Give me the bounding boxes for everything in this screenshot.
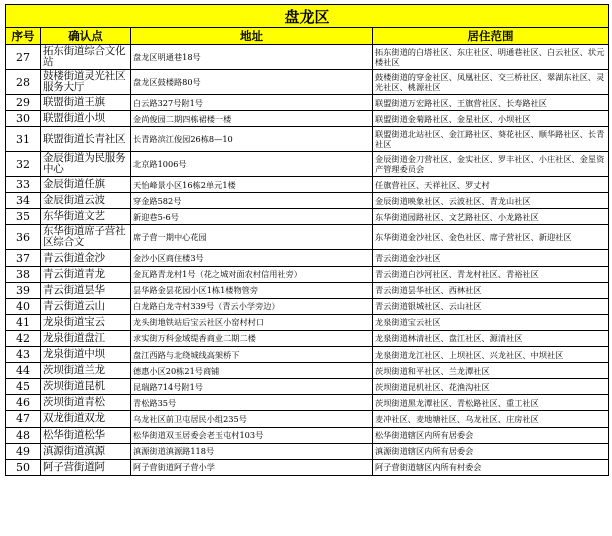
cell-address: 北京路1006号 bbox=[131, 152, 373, 177]
header-address: 地址 bbox=[131, 28, 373, 45]
cell-no: 38 bbox=[6, 266, 41, 282]
cell-address: 盘江西路与北绕城线高架桥下 bbox=[131, 347, 373, 363]
cell-no: 40 bbox=[6, 298, 41, 314]
cell-address: 天怡峰景小区16栋2单元1楼 bbox=[131, 177, 373, 193]
cell-no: 27 bbox=[6, 45, 41, 70]
cell-range: 联盟街道万宏路社区、王旗营社区、长寿路社区 bbox=[373, 95, 609, 111]
cell-address: 席子营一期中心花园 bbox=[131, 225, 373, 250]
cell-address: 金沙小区商住楼3号 bbox=[131, 250, 373, 266]
cell-range: 青云街道金沙社区 bbox=[373, 250, 609, 266]
cell-no: 37 bbox=[6, 250, 41, 266]
header-point: 确认点 bbox=[41, 28, 131, 45]
table-row bbox=[6, 266, 609, 282]
cell-range: 松华街道辖区内所有居委会 bbox=[373, 427, 609, 443]
cell-point: 龙泉街道中坝 bbox=[41, 347, 131, 363]
cell-point: 青云街道昙华 bbox=[41, 282, 131, 298]
cell-range: 拓东街道的白塔社区、东庄社区、明通巷社区、白云社区、状元楼社区 bbox=[373, 45, 609, 70]
cell-range: 滇源街道辖区内所有居委会 bbox=[373, 443, 609, 459]
table-row bbox=[6, 209, 609, 225]
cell-range: 龙泉街道龙江社区、上坝社区、兴龙社区、中坝社区 bbox=[373, 347, 609, 363]
table-row bbox=[6, 193, 609, 209]
table-row bbox=[6, 282, 609, 298]
cell-point: 联盟街道王旗 bbox=[41, 95, 131, 111]
cell-point: 松华街道松华 bbox=[41, 427, 131, 443]
cell-range: 茨坝街道黑龙潭社区、青松路社区、重工社区 bbox=[373, 395, 609, 411]
table-row bbox=[6, 363, 609, 379]
cell-address: 盘龙区鼓楼路80号 bbox=[131, 70, 373, 95]
table-row bbox=[6, 330, 609, 346]
cell-address: 昙华路金昙花园小区1栋1楼物管旁 bbox=[131, 282, 373, 298]
cell-point: 金辰街道为民服务中心 bbox=[41, 152, 131, 177]
cell-no: 33 bbox=[6, 177, 41, 193]
cell-address: 长青路滨江俊园26栋8—10 bbox=[131, 127, 373, 152]
cell-no: 46 bbox=[6, 395, 41, 411]
table-row bbox=[6, 95, 609, 111]
cell-address: 新迎巷5-6号 bbox=[131, 209, 373, 225]
cell-address: 青松路35号 bbox=[131, 395, 373, 411]
title-row bbox=[6, 5, 609, 28]
cell-no: 35 bbox=[6, 209, 41, 225]
cell-address: 乌龙社区前卫屯居民小组235号 bbox=[131, 411, 373, 427]
cell-point: 茨坝街道兰龙 bbox=[41, 363, 131, 379]
cell-no: 42 bbox=[6, 330, 41, 346]
cell-no: 49 bbox=[6, 443, 41, 459]
cell-range: 金辰街道映象社区、云波社区、青龙山社区 bbox=[373, 193, 609, 209]
cell-range: 茨坝街道和平社区、兰龙潭社区 bbox=[373, 363, 609, 379]
cell-point: 青云街道青龙 bbox=[41, 266, 131, 282]
table-row bbox=[6, 225, 609, 250]
cell-point: 金辰街道云波 bbox=[41, 193, 131, 209]
cell-point: 青云街道金沙 bbox=[41, 250, 131, 266]
cell-address: 白龙路白龙寺村339号（青云小学旁边） bbox=[131, 298, 373, 314]
cell-no: 30 bbox=[6, 111, 41, 127]
cell-point: 联盟街道小坝 bbox=[41, 111, 131, 127]
cell-point: 阿子营街道阿 bbox=[41, 459, 131, 475]
cell-range: 阿子营街道辖区内所有村委会 bbox=[373, 459, 609, 475]
table-row bbox=[6, 379, 609, 395]
cell-address: 白云路327号附1号 bbox=[131, 95, 373, 111]
cell-address: 滇源街道滇源路118号 bbox=[131, 443, 373, 459]
cell-point: 龙泉街道盘江 bbox=[41, 330, 131, 346]
cell-no: 43 bbox=[6, 347, 41, 363]
cell-range: 鼓楼街道的穿金社区、凤凰社区、交三桥社区、翠湖东社区、灵光社区、桃源社区 bbox=[373, 70, 609, 95]
sheet bbox=[5, 4, 608, 476]
cell-range: 青云街道昙华社区、西林社区 bbox=[373, 282, 609, 298]
cell-address: 盘龙区明通巷18号 bbox=[131, 45, 373, 70]
cell-point: 东华街道席子营社区综合文 bbox=[41, 225, 131, 250]
cell-address: 松华街道双玉居委会老玉屯村103号 bbox=[131, 427, 373, 443]
cell-range: 东华街道金沙社区、金色社区、席子营社区、新迎社区 bbox=[373, 225, 609, 250]
cell-range: 任旗营社区、天祥社区、罗丈村 bbox=[373, 177, 609, 193]
cell-no: 31 bbox=[6, 127, 41, 152]
header-no: 序号 bbox=[6, 28, 41, 45]
cell-address: 昆瑞路714号附1号 bbox=[131, 379, 373, 395]
table-row bbox=[6, 395, 609, 411]
cell-no: 39 bbox=[6, 282, 41, 298]
table-row bbox=[6, 314, 609, 330]
cell-no: 28 bbox=[6, 70, 41, 95]
cell-point: 滇源街道滇源 bbox=[41, 443, 131, 459]
cell-point: 茨坝街道昆机 bbox=[41, 379, 131, 395]
cell-range: 茨坝街道昆机社区、花渔沟社区 bbox=[373, 379, 609, 395]
cell-address: 金尚俊园二期四栋裙楼一楼 bbox=[131, 111, 373, 127]
cell-address: 求实街万科金域缇香商业二期二楼 bbox=[131, 330, 373, 346]
cell-point: 鼓楼街道灵光社区服务大厅 bbox=[41, 70, 131, 95]
cell-range: 金辰街道金刀营社区、金实社区、罗丰社区、小庄社区、金星资产管理委员会 bbox=[373, 152, 609, 177]
cell-address: 德惠小区20栋21号商铺 bbox=[131, 363, 373, 379]
cell-no: 41 bbox=[6, 314, 41, 330]
cell-point: 茨坝街道青松 bbox=[41, 395, 131, 411]
table-row bbox=[6, 347, 609, 363]
table-row bbox=[6, 298, 609, 314]
cell-point: 龙泉街道宝云 bbox=[41, 314, 131, 330]
cell-point: 联盟街道长青社区 bbox=[41, 127, 131, 152]
cell-point: 拓东街道综合文化站 bbox=[41, 45, 131, 70]
cell-range: 联盟街道金菊路社区、金星社区、小坝社区 bbox=[373, 111, 609, 127]
cell-range: 龙泉街道宝云社区 bbox=[373, 314, 609, 330]
cell-range: 青云街道银城社区、云山社区 bbox=[373, 298, 609, 314]
cell-no: 36 bbox=[6, 225, 41, 250]
cell-no: 44 bbox=[6, 363, 41, 379]
table-row bbox=[6, 177, 609, 193]
cell-no: 34 bbox=[6, 193, 41, 209]
table-row bbox=[6, 250, 609, 266]
table-row bbox=[6, 427, 609, 443]
cell-no: 50 bbox=[6, 459, 41, 475]
table-row bbox=[6, 111, 609, 127]
cell-range: 联盟街道北站社区、金江路社区、葵花社区、顺华路社区、长青社区 bbox=[373, 127, 609, 152]
cell-no: 32 bbox=[6, 152, 41, 177]
cell-no: 29 bbox=[6, 95, 41, 111]
cell-point: 金辰街道任旗 bbox=[41, 177, 131, 193]
table-row bbox=[6, 459, 609, 475]
table-row bbox=[6, 152, 609, 177]
cell-no: 47 bbox=[6, 411, 41, 427]
table-row bbox=[6, 45, 609, 70]
cell-range: 麦冲社区、麦地塘社区、乌龙社区、庄房社区 bbox=[373, 411, 609, 427]
cell-address: 阿子营街道阿子营小学 bbox=[131, 459, 373, 475]
confirmation-point-table bbox=[5, 4, 609, 476]
header-row bbox=[6, 28, 609, 45]
district-title: 盘龙区 bbox=[6, 5, 609, 28]
cell-point: 青云街道云山 bbox=[41, 298, 131, 314]
cell-point: 双龙街道双龙 bbox=[41, 411, 131, 427]
cell-no: 45 bbox=[6, 379, 41, 395]
table-row bbox=[6, 411, 609, 427]
cell-range: 东华街道园路社区、文艺路社区、小龙路社区 bbox=[373, 209, 609, 225]
cell-range: 龙泉街道林清社区、盘江社区、源清社区 bbox=[373, 330, 609, 346]
cell-address: 金瓦路青龙村1号（花之城对面农村信用社旁） bbox=[131, 266, 373, 282]
cell-no: 48 bbox=[6, 427, 41, 443]
cell-address: 穿金路582号 bbox=[131, 193, 373, 209]
cell-point: 东华街道文艺 bbox=[41, 209, 131, 225]
cell-range: 青云街道白沙河社区、青龙村社区、青裕社区 bbox=[373, 266, 609, 282]
header-range: 居住范围 bbox=[373, 28, 609, 45]
table-row bbox=[6, 443, 609, 459]
cell-address: 龙头街地铁站后宝云社区小窑村村口 bbox=[131, 314, 373, 330]
table-row bbox=[6, 127, 609, 152]
table-row bbox=[6, 70, 609, 95]
